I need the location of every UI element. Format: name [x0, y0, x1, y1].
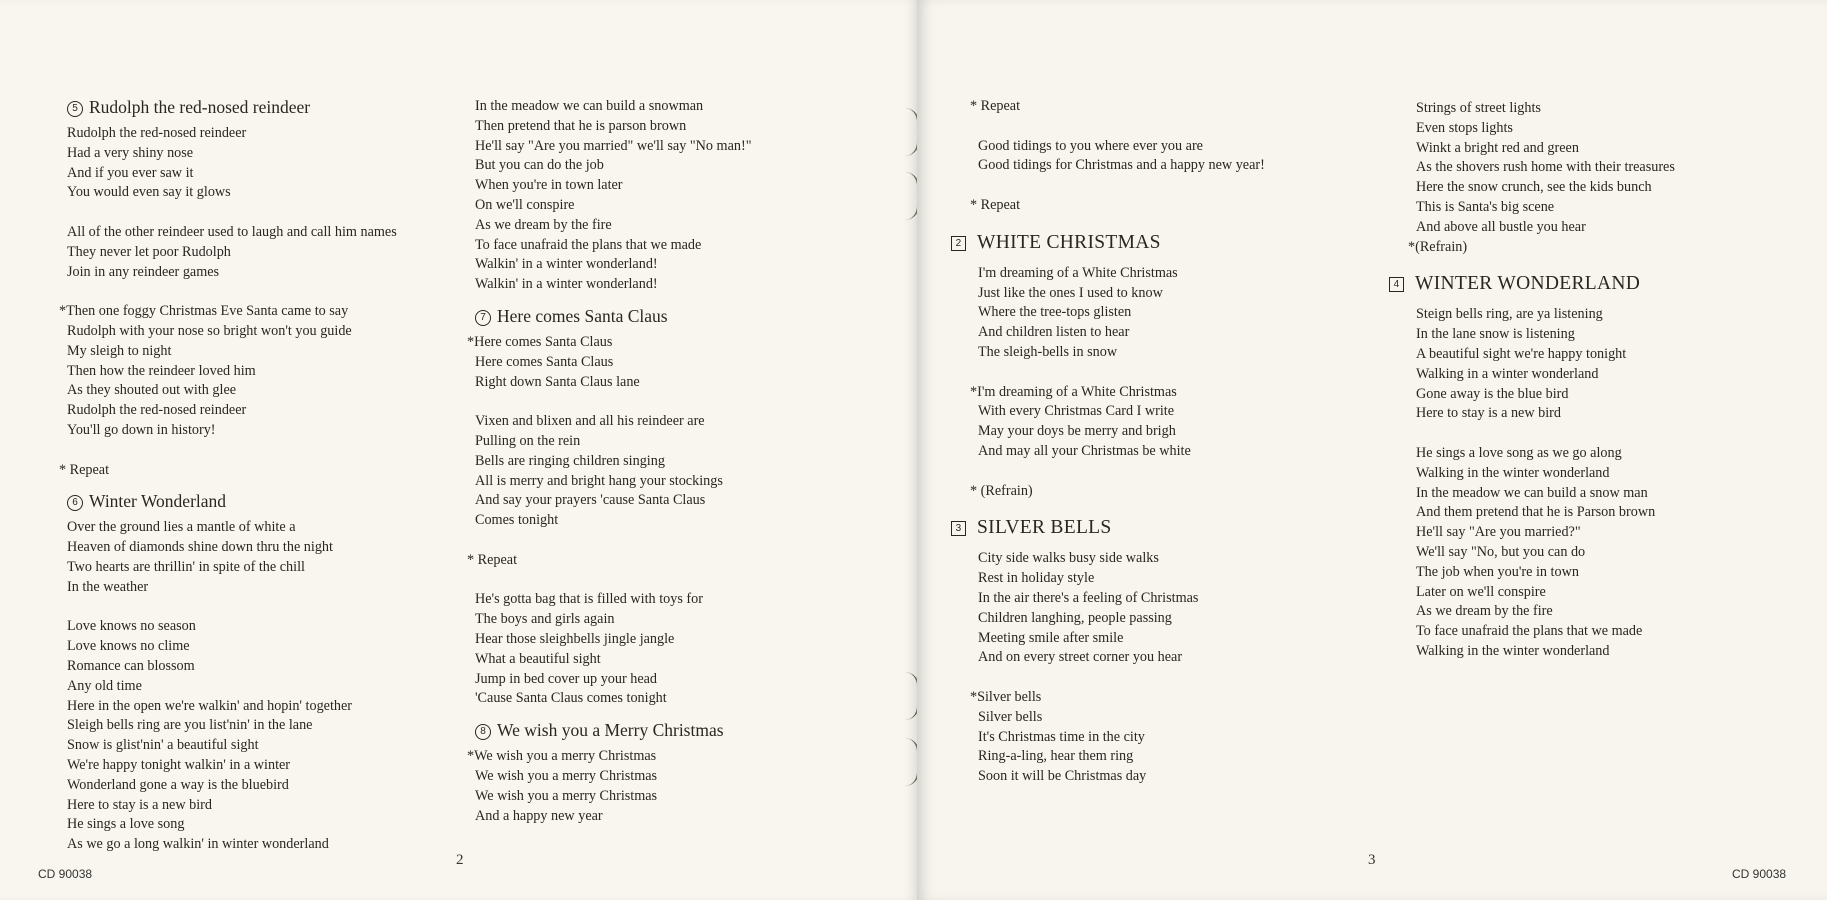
lyric-line: Love knows no season [67, 618, 196, 635]
lyrics-column-2 [467, 97, 752, 826]
lyric-line: We wish you a merry Christmas [475, 767, 658, 784]
lyric-line: May your doys be merry and brigh [978, 423, 1176, 440]
lyric-line: To face unafraid the plans that we made [475, 236, 702, 253]
lyric-line: Later on we'll conspire [1416, 583, 1546, 600]
lyric-line: Here to stay is a new bird [67, 796, 212, 813]
lyric-line: As we go a long walkin' in winter wonderland [67, 836, 329, 853]
lyric-line: Snow is glist'nin' a beautiful sight [67, 737, 259, 754]
track-number-badge: 5 [67, 101, 83, 117]
page-number-right: 3 [1368, 852, 1376, 868]
song-title [67, 489, 397, 513]
lyric-line: Walking in the winter wonderland [1416, 464, 1610, 481]
track-number-badge: 3 [951, 521, 966, 536]
song-title-text: WHITE CHRISTMAS [977, 231, 1161, 253]
staple-top-2 [903, 172, 917, 220]
track-number-badge: 2 [951, 236, 966, 251]
lyric-line: Vixen and blixen and all his reindeer are [475, 413, 705, 430]
blank-line [1416, 424, 1675, 444]
blank-line [978, 176, 1265, 196]
lyric-line: As the shovers rush home with their treasures [1416, 159, 1675, 176]
lyric-line: He'll say "Are you married" we'll say "No man!" [475, 137, 752, 154]
staple-bottom [903, 672, 917, 720]
lyric-line: Two hearts are thrillin' in spite of the chill [67, 558, 305, 575]
lyric-line: But you can do the job [475, 157, 604, 174]
lyric-line: To face unafraid the plans that we made [1416, 623, 1643, 640]
lyric-line: What a beautiful sight [475, 650, 601, 667]
blank-line [67, 282, 397, 302]
lyric-line: *(Refrain) [1408, 238, 1468, 255]
lyric-line: And on every street corner you hear [978, 649, 1183, 666]
blank-line [67, 598, 397, 618]
lyric-line: Good tidings to you where ever you are [978, 137, 1203, 154]
lyric-line: *Here comes Santa Claus [467, 333, 613, 350]
song-title-text: Here comes Santa Claus [497, 305, 668, 326]
lyric-line: Strings of street lights [1416, 100, 1541, 116]
song-title-text: Rudolph the red-nosed reindeer [89, 97, 311, 117]
lyric-line: As we dream by the fire [1416, 603, 1553, 620]
lyric-line: Ring-a-ling, hear them ring [978, 748, 1134, 765]
lyric-line: He'll say "Are you married?" [1416, 524, 1581, 541]
lyric-line: Here in the open we're walkin' and hopin' together [67, 697, 353, 714]
lyric-line: * (Refrain) [970, 482, 1033, 499]
right-page [917, 0, 1827, 900]
lyrics-column-1 [59, 95, 397, 855]
track-number-badge: 8 [475, 724, 491, 740]
lyric-line: And children listen to hear [978, 324, 1130, 341]
lyric-line: As they shouted out with glee [67, 382, 237, 399]
lyric-line: And if you ever saw it [67, 164, 194, 181]
lyric-line: *Silver bells [970, 688, 1042, 705]
song-title-text: WINTER WONDERLAND [1415, 273, 1641, 295]
lyric-line: Rudolph with your nose so bright won't you guide [67, 322, 352, 339]
lyric-line: My sleigh to night [67, 342, 172, 359]
lyric-line: Winkt a bright red and green [1416, 139, 1579, 156]
blank-line [978, 363, 1265, 383]
blank-line [475, 531, 751, 551]
track-number-badge: 6 [67, 495, 83, 511]
lyric-line: As we dream by the fire [475, 216, 612, 233]
lyric-line: I'm dreaming of a White Christmas [978, 264, 1178, 281]
lyric-line: Romance can blossom [67, 657, 195, 674]
lyric-line: Good tidings for Christmas and a happy new year! [978, 157, 1265, 174]
lyric-line: Even stops lights [1416, 119, 1513, 136]
lyric-line: Sleigh bells ring are you list'nin' in the lane [67, 717, 313, 734]
lyric-line: Then how the reindeer loved him [67, 362, 256, 379]
page-number-left: 2 [456, 852, 464, 868]
lyric-line: You would even say it glows [67, 184, 231, 201]
blank-line [475, 392, 751, 412]
lyric-line: Had a very shiny nose [67, 144, 194, 161]
lyric-line: The sleigh-bells in snow [978, 343, 1118, 360]
song-title-text: Winter Wonderland [89, 491, 227, 512]
catalog-number-right: CD 90038 [1732, 867, 1787, 881]
lyric-line: Over the ground lies a mantle of white a [67, 519, 296, 536]
lyric-line: Hear those sleighbells jingle jangle [475, 630, 675, 647]
lyric-line: Just like the ones I used to know [978, 284, 1163, 301]
lyric-line: In the air there's a feeling of Christmas [978, 589, 1199, 606]
lyric-line: All is merry and bright hang your stockings [475, 472, 723, 489]
lyric-line: Any old time [67, 677, 142, 694]
lyric-line: * Repeat [467, 551, 518, 568]
lyric-line: All of the other reindeer used to laugh and call him names [67, 223, 397, 240]
lyric-line: Rest in holiday style [978, 570, 1095, 587]
blank-line [67, 203, 397, 223]
staple-top [903, 108, 917, 156]
lyric-line: He sings a love song [67, 816, 185, 833]
lyric-line: Then pretend that he is parson brown [475, 117, 687, 134]
song-title-text: SILVER BELLS [977, 517, 1112, 539]
blank-line [475, 571, 751, 591]
song-title [67, 95, 397, 119]
lyric-line: Walkin' in a winter wonderland! [475, 276, 658, 293]
lyric-line: Walking in the winter wonderland [1416, 642, 1610, 659]
lyric-line: A beautiful sight we're happy tonight [1416, 345, 1627, 362]
lyric-line: Steign bells ring, are ya listening [1416, 306, 1603, 323]
lyric-line: Pulling on the rein [475, 432, 581, 449]
lyric-line: Where the tree-tops glisten [978, 304, 1132, 321]
lyric-line: Here the snow crunch, see the kids bunch [1416, 179, 1652, 196]
lyrics-column-3 [955, 97, 1265, 787]
blank-line [978, 117, 1265, 137]
lyric-line: And above all bustle you hear [1416, 218, 1586, 235]
lyric-line: With every Christmas Card I write [978, 403, 1175, 420]
lyric-line: Gone away is the blue bird [1416, 385, 1569, 402]
lyric-line: Children langhing, people passing [978, 609, 1172, 626]
lyric-line: * Repeat [970, 98, 1021, 114]
blank-line [978, 668, 1265, 688]
track-number-badge: 7 [475, 310, 491, 326]
lyric-line: In the meadow we can build a snow man [1416, 484, 1648, 501]
song-title-text: We wish you a Merry Christmas [497, 720, 724, 741]
lyric-line: *We wish you a merry Christmas [467, 748, 657, 765]
lyric-line: Rudolph the red-nosed reindeer [67, 125, 247, 141]
lyric-line: * Repeat [59, 461, 110, 478]
lyric-line: And may all your Christmas be white [978, 442, 1191, 459]
song-title [475, 304, 751, 328]
song-title [475, 718, 751, 742]
lyric-line: Walking in a winter wonderland [1416, 365, 1599, 382]
lyric-line: Here to stay is a new bird [1416, 405, 1561, 422]
lyric-line: Wonderland gone a way is the bluebird [67, 776, 289, 793]
song-title [951, 515, 1265, 541]
lyric-line: Here comes Santa Claus [475, 353, 614, 370]
song-title [1389, 271, 1675, 297]
staple-bottom-2 [903, 738, 917, 786]
lyric-line: And say your prayers 'cause Santa Claus [475, 492, 706, 509]
lyric-line: They never let poor Rudolph [67, 243, 231, 260]
song-title [951, 230, 1265, 256]
lyric-line: We'll say "No, but you can do [1416, 543, 1586, 560]
lyric-line: *I'm dreaming of a White Christmas [970, 383, 1177, 400]
lyric-line: Right down Santa Claus lane [475, 373, 640, 390]
lyric-line: We're happy tonight walkin' in a winter [67, 756, 291, 773]
lyric-line: In the meadow we can build a snowman [475, 98, 704, 114]
blank-line [67, 441, 397, 461]
lyrics-column-4 [1393, 99, 1675, 662]
lyric-line: Comes tonight [475, 512, 559, 529]
lyric-line: In the weather [67, 578, 149, 595]
lyric-line: *Then one foggy Christmas Eve Santa came to say [59, 303, 349, 320]
lyric-line: Join in any reindeer games [67, 263, 220, 280]
lyric-line: You'll go down in history! [67, 421, 216, 438]
lyric-line: He's gotta bag that is filled with toys for [475, 591, 703, 608]
lyric-line: He sings a love song as we go along [1416, 444, 1622, 461]
lyric-line: We wish you a merry Christmas [475, 787, 658, 804]
lyric-line: Meeting smile after smile [978, 629, 1124, 646]
lyric-line: When you're in town later [475, 177, 623, 194]
lyric-line: 'Cause Santa Claus comes tonight [475, 690, 667, 707]
lyric-line: City side walks busy side walks [978, 550, 1159, 567]
lyric-line: Soon it will be Christmas day [978, 768, 1147, 785]
lyric-line: Jump in bed cover up your head [475, 670, 658, 687]
lyric-line: And them pretend that he is Parson brown [1416, 504, 1656, 521]
lyric-line: Walkin' in a winter wonderland! [475, 256, 658, 273]
lyric-line: Rudolph the red-nosed reindeer [67, 402, 247, 419]
lyric-line: This is Santa's big scene [1416, 198, 1555, 215]
lyric-line: Silver bells [978, 708, 1043, 725]
lyric-line: And a happy new year [475, 807, 603, 824]
lyric-line: It's Christmas time in the city [978, 728, 1145, 745]
catalog-number-left: CD 90038 [38, 867, 93, 881]
lyric-line: Heaven of diamonds shine down thru the night [67, 539, 333, 556]
lyric-line: The job when you're in town [1416, 563, 1579, 580]
lyric-line: In the lane snow is listening [1416, 326, 1575, 343]
lyric-line: * Repeat [970, 196, 1021, 213]
lyric-line: The boys and girls again [475, 611, 615, 628]
lyric-line: Love knows no clime [67, 638, 190, 655]
blank-line [978, 462, 1265, 482]
lyric-line: On we'll conspire [475, 196, 575, 213]
track-number-badge: 4 [1389, 277, 1404, 292]
lyric-line: Bells are ringing children singing [475, 452, 665, 469]
